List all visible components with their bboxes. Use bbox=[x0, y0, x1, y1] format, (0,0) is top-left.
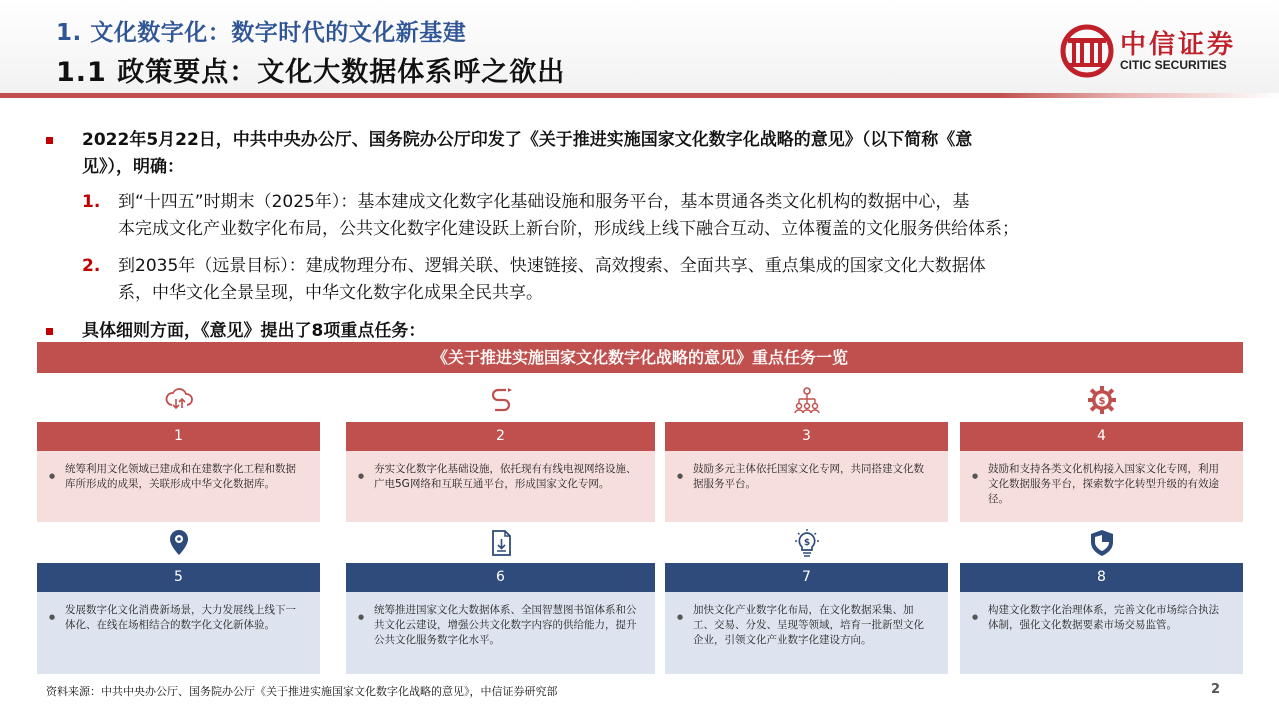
task-number: 3 bbox=[665, 422, 948, 451]
task-number: 8 bbox=[960, 563, 1243, 592]
item-text-line2: 系，中华文化全景呈现，中华文化数字化成果全民共享。 bbox=[118, 283, 543, 303]
section-title: 1. 文化数字化：数字时代的文化新基建 bbox=[56, 20, 467, 46]
numbered-item-2 bbox=[82, 253, 1262, 307]
table-banner: 《关于推进实施国家文化数字化战略的意见》重点任务一览 bbox=[37, 342, 1243, 373]
location-pin-icon bbox=[37, 528, 320, 560]
task-card-1 bbox=[37, 381, 320, 522]
task-body: ● 发展数字化文化消费新场景，大力发展线上线下一体化、在线在场相结合的数字化文化新体验。 bbox=[37, 592, 320, 674]
task-card-8 bbox=[960, 528, 1243, 674]
task-number: 7 bbox=[665, 563, 948, 592]
svg-text:$: $ bbox=[1098, 396, 1105, 407]
bullet1-line2: 见》），明确： bbox=[82, 157, 184, 177]
task-text: 夯实文化数字化基础设施，依托现有有线电视网络设施、广电5G网络和互联互通平台，形成国家文化专网。 bbox=[374, 463, 637, 490]
gear-dollar-icon bbox=[960, 385, 1243, 417]
task-card-3 bbox=[665, 381, 948, 522]
task-card-4 bbox=[960, 381, 1243, 522]
bullet-square bbox=[46, 328, 53, 335]
task-number: 4 bbox=[960, 422, 1243, 451]
task-body: ● 加快文化产业数字化布局，在文化数据采集、加工、交易、分发、呈现等领域，培育一批新型文化企业，引领文化产业数字化建设方向。 bbox=[665, 592, 948, 674]
task-body: ● 构建文化数字化治理体系，完善文化市场综合执法体制，强化文化数据要素市场交易监管。 bbox=[960, 592, 1243, 674]
logo-english-text: CITIC SECURITIES bbox=[1120, 58, 1227, 72]
page-number: 2 bbox=[1211, 682, 1221, 697]
route-icon bbox=[346, 385, 655, 417]
task-number: 6 bbox=[346, 563, 655, 592]
task-body: ● 夯实文化数字化基础设施，依托现有有线电视网络设施、广电5G网络和互联互通平台，形成国家文化专网。 bbox=[346, 451, 655, 522]
task-number: 5 bbox=[37, 563, 320, 592]
citic-logo bbox=[1060, 22, 1260, 80]
slide-title: 1.1 政策要点：文化大数据体系呼之欲出 bbox=[56, 57, 566, 88]
item-number: 2. bbox=[82, 256, 101, 276]
task-text: 统筹推进国家文化大数据体系、全国智慧图书馆体系和公共文化云建设，增强公共文化数字内容的供给能力，提升公共文化服务数字化水平。 bbox=[374, 604, 637, 646]
numbered-item-1 bbox=[82, 189, 1262, 243]
task-body: ● 统筹利用文化领域已建成和在建数字化工程和数据库所形成的成果，关联形成中华文化数据库。 bbox=[37, 451, 320, 522]
item-text-line2: 本完成文化产业数字化布局，公共文化数字化建设跃上新台阶，形成线上线下融合互动、立体覆盖的文化服务供给体系； bbox=[118, 219, 1019, 239]
people-network-icon bbox=[665, 385, 948, 417]
bullet1-line1: 2022年5月22日，中共中央办公厅、国务院办公厅印发了《关于推进实施国家文化数字化战略的意见》（以下简称《意 bbox=[82, 130, 973, 150]
item-text-line1: 到“十四五”时期末（2025年）：基本建成文化数字化基础设施和服务平台，基本贯通各类文化机构的数据中心，基 bbox=[118, 192, 970, 212]
task-text: 加快文化产业数字化布局，在文化数据采集、加工、交易、分发、呈现等领域，培育一批新型文化企业，引领文化产业数字化建设方向。 bbox=[693, 604, 924, 646]
document-download-icon bbox=[346, 528, 655, 560]
task-card-6 bbox=[346, 528, 655, 674]
shield-icon bbox=[960, 528, 1243, 560]
header-divider bbox=[0, 93, 1279, 98]
task-text: 发展数字化文化消费新场景，大力发展线上线下一体化、在线在场相结合的数字化文化新体验。 bbox=[65, 604, 296, 631]
task-body: ● 统筹推进国家文化大数据体系、全国智慧图书馆体系和公共文化云建设，增强公共文化数字内容的供给能力，提升公共文化服务数字化水平。 bbox=[346, 592, 655, 674]
task-number: 2 bbox=[346, 422, 655, 451]
lightbulb-dollar-icon bbox=[665, 528, 948, 560]
task-card-7 bbox=[665, 528, 948, 674]
bullet2-text: 具体细则方面，《意见》提出了8项重点任务： bbox=[82, 321, 426, 341]
task-card-2 bbox=[346, 381, 655, 522]
cloud-sync-icon bbox=[37, 385, 320, 417]
item-text-line1: 到2035年（远景目标）：建成物理分布、逻辑关联、快速链接、高效搜索、全面共享、重点集成的国家文化大数据体 bbox=[118, 256, 986, 276]
task-body: ● 鼓励和支持各类文化机构接入国家文化专网，利用文化数据服务平台，探索数字化转型升级的有效途径。 bbox=[960, 451, 1243, 522]
logo-chinese-text: 中信证券 bbox=[1120, 30, 1237, 60]
bullet-square bbox=[46, 137, 53, 144]
citic-emblem-icon bbox=[1060, 24, 1114, 78]
task-card-5 bbox=[37, 528, 320, 674]
task-number: 1 bbox=[37, 422, 320, 451]
source-note: 资料来源：中共中央办公厅、国务院办公厅《关于推进实施国家文化数字化战略的意见》，中信证券研究部 bbox=[46, 685, 558, 698]
task-text: 统筹利用文化领域已建成和在建数字化工程和数据库所形成的成果，关联形成中华文化数据库。 bbox=[65, 463, 296, 490]
task-body: ● 鼓励多元主体依托国家文化专网，共同搭建文化数据服务平台。 bbox=[665, 451, 948, 522]
svg-text:$: $ bbox=[803, 538, 810, 548]
task-text: 鼓励多元主体依托国家文化专网，共同搭建文化数据服务平台。 bbox=[693, 463, 924, 490]
task-text: 构建文化数字化治理体系，完善文化市场综合执法体制，强化文化数据要素市场交易监管。 bbox=[988, 604, 1219, 631]
item-number: 1. bbox=[82, 192, 101, 212]
task-text: 鼓励和支持各类文化机构接入国家文化专网，利用文化数据服务平台，探索数字化转型升级的有效途径。 bbox=[988, 463, 1219, 505]
